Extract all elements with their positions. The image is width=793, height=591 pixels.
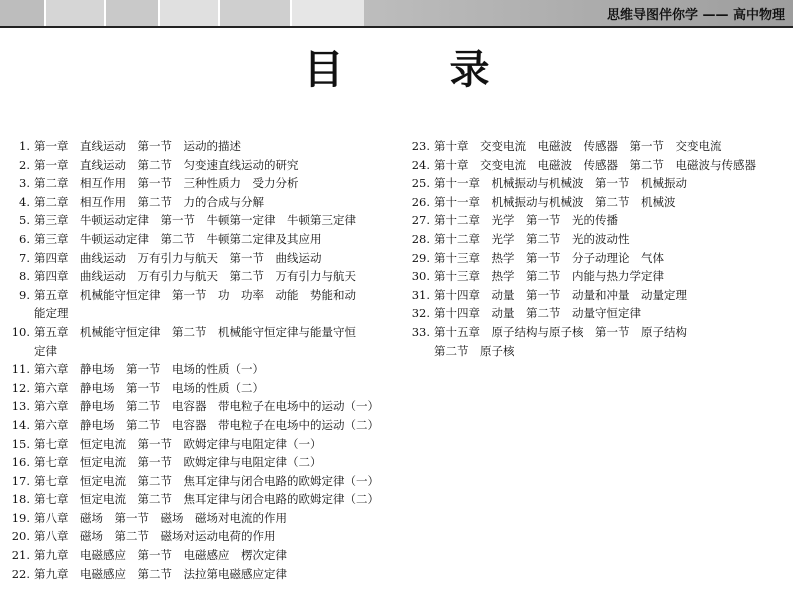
toc-entry-text: 第十一章 机械振动与机械波 第一节 机械振动 bbox=[434, 176, 687, 191]
toc-entry[interactable] bbox=[408, 323, 788, 360]
toc-entry-number: 32. bbox=[411, 306, 430, 321]
toc-entry-number: 24. bbox=[411, 157, 430, 172]
toc-entry[interactable] bbox=[8, 323, 400, 360]
toc-entry-number: 5. bbox=[19, 213, 30, 228]
toc-entry-number: 13. bbox=[11, 399, 30, 414]
toc-entry-text: 第六章 静电场 第二节 电容器 带电粒子在电场中的运动（二） bbox=[34, 417, 379, 432]
toc-entry-number: 14. bbox=[11, 417, 30, 432]
toc-entry-text: 第十四章 动量 第一节 动量和冲量 动量定理 bbox=[434, 287, 687, 302]
toc-entry-text: 第十五章 原子结构与原子核 第一节 原子结构 第二节 原子核 bbox=[434, 324, 687, 358]
toc-entry-number: 26. bbox=[411, 194, 430, 209]
toc-entry-text: 第九章 电磁感应 第二节 法拉第电磁感应定律 bbox=[34, 566, 287, 581]
toc-entry[interactable] bbox=[8, 565, 400, 584]
toc-entry-number: 9. bbox=[19, 287, 30, 302]
toc-entry-text: 第七章 恒定电流 第一节 欧姆定律与电阻定律（二） bbox=[34, 455, 322, 470]
toc-entry-text: 第一章 直线运动 第一节 运动的描述 bbox=[34, 139, 241, 153]
toc-entry-text: 第七章 恒定电流 第一节 欧姆定律与电阻定律（一） bbox=[34, 436, 322, 451]
toc-entry[interactable] bbox=[408, 193, 788, 212]
toc-entry-number: 18. bbox=[11, 492, 30, 507]
toc-entry-text: 第七章 恒定电流 第二节 焦耳定律与闭合电路的欧姆定律（二） bbox=[34, 492, 379, 507]
toc-entry-number: 31. bbox=[411, 287, 430, 302]
toc-entry-number: 19. bbox=[11, 510, 30, 525]
toc-entry[interactable] bbox=[408, 137, 788, 156]
toc-entry[interactable] bbox=[408, 174, 788, 193]
toc-entry[interactable] bbox=[8, 360, 400, 379]
toc-entry-number: 2. bbox=[19, 157, 30, 172]
toc-entry-number: 12. bbox=[11, 380, 30, 395]
toc-entry[interactable] bbox=[8, 267, 400, 286]
toc-entry-text: 第十二章 光学 第一节 光的传播 bbox=[434, 213, 618, 228]
header-bar bbox=[0, 0, 793, 26]
toc-entry-text: 第五章 机械能守恒定律 第一节 功 功率 动能 势能和动 能定理 bbox=[34, 287, 356, 321]
toc-entry-text: 第六章 静电场 第一节 电场的性质（二） bbox=[34, 380, 264, 395]
toc-entry[interactable] bbox=[8, 453, 400, 472]
toc-entry-text: 第六章 静电场 第二节 电容器 带电粒子在电场中的运动（一） bbox=[34, 399, 379, 414]
toc-entry-text: 第十章 交变电流 电磁波 传感器 第一节 交变电流 bbox=[434, 139, 722, 153]
toc-entry[interactable] bbox=[8, 193, 400, 212]
toc-entry-text: 第三章 牛顿运动定律 第二节 牛顿第二定律及其应用 bbox=[34, 231, 322, 246]
toc-entry[interactable] bbox=[408, 286, 788, 305]
toc-entry[interactable] bbox=[8, 397, 400, 416]
toc-entry[interactable] bbox=[8, 546, 400, 565]
toc-entry-text: 第三章 牛顿运动定律 第一节 牛顿第一定律 牛顿第三定律 bbox=[34, 213, 356, 228]
toc-entry-number: 7. bbox=[19, 250, 30, 265]
toc-entry-text: 第一章 直线运动 第二节 匀变速直线运动的研究 bbox=[34, 157, 299, 172]
toc-entry-number: 22. bbox=[11, 566, 30, 581]
toc-entry-number: 11. bbox=[11, 362, 30, 377]
toc-entry-number: 21. bbox=[11, 548, 30, 563]
toc-entry-number: 6. bbox=[19, 231, 30, 246]
toc-entry[interactable] bbox=[8, 435, 400, 454]
header-text: 思维导图伴你学 —— 高中物理 bbox=[606, 8, 785, 23]
toc-entry-number: 23. bbox=[411, 139, 430, 153]
toc-entry[interactable] bbox=[408, 230, 788, 249]
toc-left-column bbox=[8, 137, 400, 583]
toc-entry[interactable] bbox=[8, 379, 400, 398]
toc-entry[interactable] bbox=[8, 490, 400, 509]
toc-entry[interactable] bbox=[8, 527, 400, 546]
toc-entry-text: 第二章 相互作用 第二节 力的合成与分解 bbox=[34, 194, 264, 209]
toc-entry[interactable] bbox=[8, 249, 400, 268]
toc-entry-number: 30. bbox=[411, 269, 430, 284]
toc-entry-text: 第十章 交变电流 电磁波 传感器 第二节 电磁波与传感器 bbox=[434, 157, 756, 172]
toc-entry[interactable] bbox=[8, 174, 400, 193]
toc-right-column bbox=[408, 137, 788, 360]
toc-entry-number: 17. bbox=[11, 473, 30, 488]
toc-entry-number: 27. bbox=[411, 213, 430, 228]
toc-entry-number: 8. bbox=[19, 269, 30, 284]
toc-entry-text: 第十二章 光学 第二节 光的波动性 bbox=[434, 231, 630, 246]
toc-entry-number: 3. bbox=[19, 176, 30, 191]
toc-entry-text: 第九章 电磁感应 第一节 电磁感应 楞次定律 bbox=[34, 548, 287, 563]
toc-entry[interactable] bbox=[8, 230, 400, 249]
toc-entry-number: 15. bbox=[11, 436, 30, 451]
page-title: 目 录 bbox=[303, 46, 536, 93]
toc-entry-text: 第七章 恒定电流 第二节 焦耳定律与闭合电路的欧姆定律（一） bbox=[34, 473, 379, 488]
header-rule bbox=[0, 26, 793, 28]
toc-entry[interactable] bbox=[408, 211, 788, 230]
toc-entry-number: 10. bbox=[11, 324, 30, 339]
toc-entry-number: 29. bbox=[411, 250, 430, 265]
toc-entry-text: 第六章 静电场 第一节 电场的性质（一） bbox=[34, 362, 264, 377]
toc-entry[interactable] bbox=[8, 137, 400, 156]
toc-entry-number: 1. bbox=[19, 139, 30, 153]
toc-entry[interactable] bbox=[8, 286, 400, 323]
toc-entry[interactable] bbox=[408, 304, 788, 323]
toc-entry-number: 25. bbox=[411, 176, 430, 191]
toc-entry-text: 第十一章 机械振动与机械波 第二节 机械波 bbox=[434, 194, 676, 209]
toc-entry[interactable] bbox=[8, 509, 400, 528]
toc-entry-text: 第二章 相互作用 第一节 三种性质力 受力分析 bbox=[34, 176, 299, 191]
toc-entry-number: 16. bbox=[11, 455, 30, 470]
toc-entry-text: 第八章 磁场 第一节 磁场 磁场对电流的作用 bbox=[34, 510, 287, 525]
toc-entry-text: 第十三章 热学 第一节 分子动理论 气体 bbox=[434, 250, 664, 265]
toc-entry-text: 第十三章 热学 第二节 内能与热力学定律 bbox=[434, 269, 664, 284]
toc-entry-number: 28. bbox=[411, 231, 430, 246]
toc-entry-number: 33. bbox=[411, 324, 430, 339]
toc-entry[interactable] bbox=[8, 416, 400, 435]
toc-entry-number: 4. bbox=[19, 194, 30, 209]
toc-entry[interactable] bbox=[408, 249, 788, 268]
toc-entry-text: 第十四章 动量 第二节 动量守恒定律 bbox=[434, 306, 641, 321]
toc-entry[interactable] bbox=[408, 267, 788, 286]
toc-entry-text: 第四章 曲线运动 万有引力与航天 第二节 万有引力与航天 bbox=[34, 269, 356, 284]
toc-entry[interactable] bbox=[408, 156, 788, 175]
toc-entry-text: 第四章 曲线运动 万有引力与航天 第一节 曲线运动 bbox=[34, 250, 322, 265]
toc-entry-text: 第五章 机械能守恒定律 第二节 机械能守恒定律与能量守恒 定律 bbox=[34, 324, 356, 358]
toc-entry[interactable] bbox=[8, 156, 400, 175]
toc-entry-number: 20. bbox=[11, 529, 30, 544]
toc-entry[interactable] bbox=[8, 472, 400, 491]
toc-entry-text: 第八章 磁场 第二节 磁场对运动电荷的作用 bbox=[34, 529, 276, 544]
toc-entry[interactable] bbox=[8, 211, 400, 230]
